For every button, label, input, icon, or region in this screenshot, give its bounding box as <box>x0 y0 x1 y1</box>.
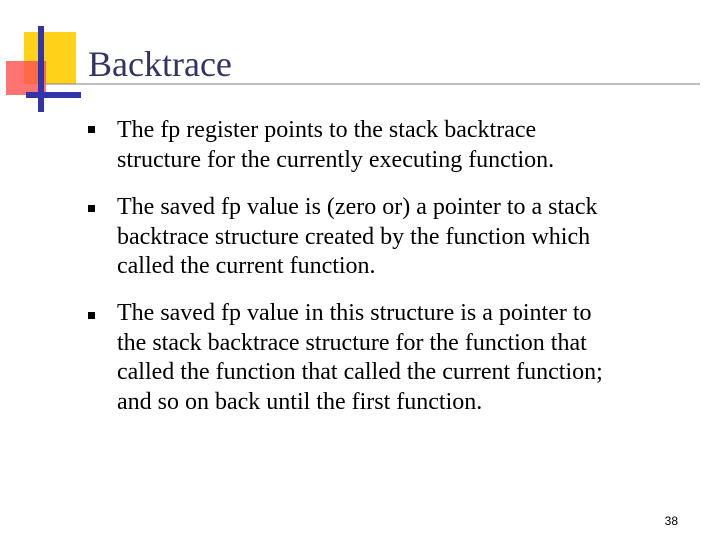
bullet-line: The fp register points to the stack backtrace <box>117 117 537 143</box>
bullet-line: called the function that called the current function; <box>117 359 603 385</box>
bullet-line: The saved fp value is (zero or) a pointer to a stack <box>117 194 598 220</box>
bullet-text <box>117 116 707 175</box>
bullet-text <box>117 299 707 417</box>
bullet-square-icon <box>88 205 95 212</box>
bullet-line: The saved fp value in this structure is a pointer to <box>117 300 592 326</box>
bullet-text <box>117 193 707 282</box>
bullet-line: called the current function. <box>117 253 376 279</box>
bullet-line: and so on back until the first function. <box>117 388 483 415</box>
slide-title: Backtrace <box>88 44 232 84</box>
bullet-line: structure for the currently executing function. <box>117 146 555 173</box>
bullet-square-icon <box>88 312 95 319</box>
deco-blue-horizontal-bar <box>26 92 81 98</box>
bullet-square-icon <box>88 126 95 133</box>
bullet-line: the stack backtrace structure for the function that <box>117 329 587 356</box>
bullet-line: backtrace structure created by the function which <box>117 223 591 250</box>
page-number: 38 <box>664 514 678 528</box>
deco-blue-vertical-bar <box>38 26 44 112</box>
